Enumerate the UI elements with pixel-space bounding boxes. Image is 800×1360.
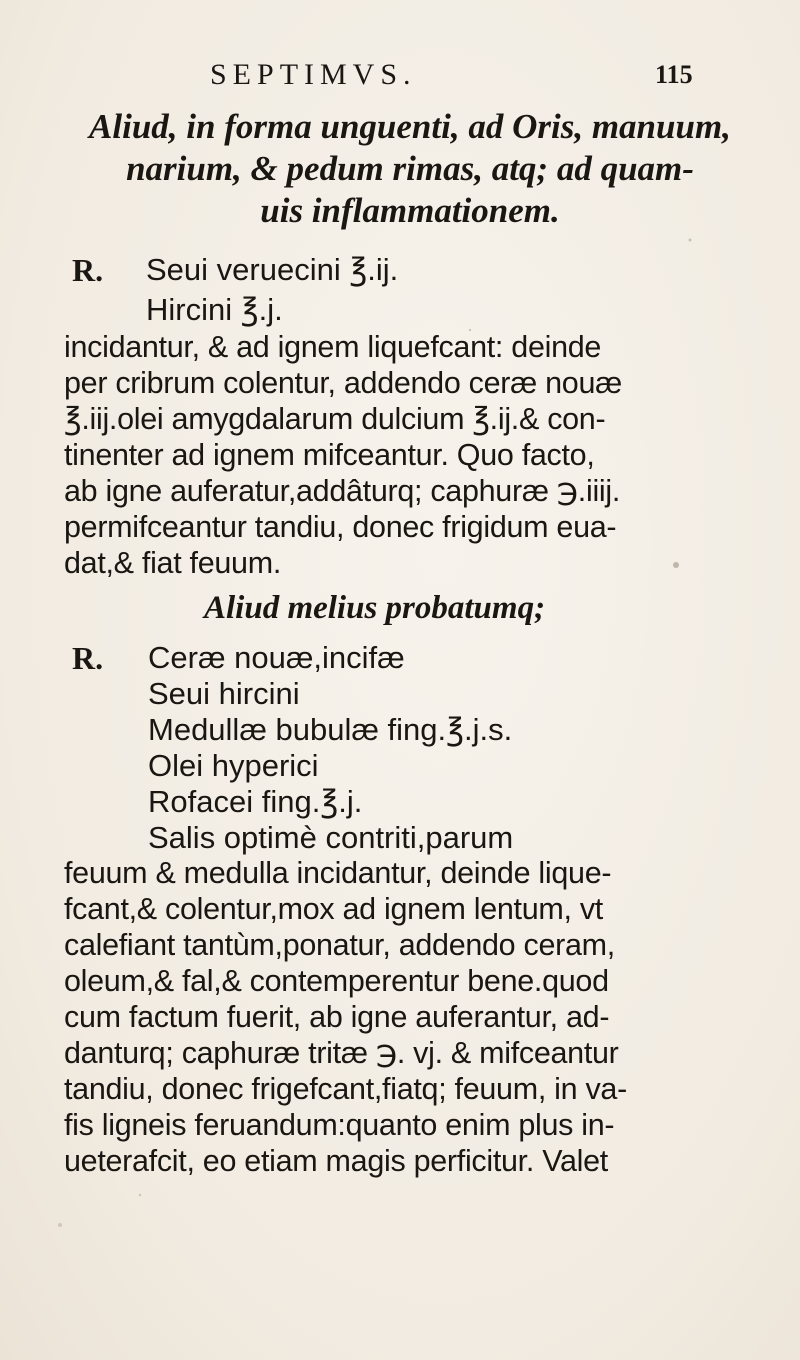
body-line: ℥.iij.olei amygdalarum dulcium ℥.ij.& con- <box>64 402 606 436</box>
body-line: dat,& fiat feuum. <box>64 546 281 580</box>
ingredient-line: Salis optimè contriti,parum <box>148 820 514 855</box>
body-line: oleum,& fal,& contemperentur bene.quod <box>64 964 609 998</box>
subheading: Aliud melius probatumq; <box>204 590 546 626</box>
body-line: tandiu, donec frigefcant,fiatq; feuum, in va- <box>64 1072 627 1106</box>
body-line: danturq; caphuræ tritæ ℈. vj. & mifceantur <box>64 1036 619 1070</box>
body-line: per cribrum colentur, addendo ceræ nouæ <box>64 366 622 400</box>
heading-line: narium, & pedum rimas, atq; ad quam- <box>126 149 694 188</box>
ingredient-line: Rofacei fing.℥.j. <box>148 784 363 819</box>
body-line: ab igne auferatur,addâturq; caphuræ ℈.iiij. <box>64 474 621 508</box>
body-line: incidantur, & ad ignem liquefcant: deinde <box>64 330 602 364</box>
ingredient-line: Seui hircini <box>148 676 300 711</box>
heading-line: uis inflammationem. <box>260 191 560 230</box>
ingredient-line: Olei hyperici <box>148 748 319 783</box>
page-header <box>210 58 710 98</box>
body-line: feuum & medulla incidantur, deinde lique- <box>64 856 612 890</box>
body-line: cum factum fuerit, ab igne auferantur, ad- <box>64 1000 610 1034</box>
ingredient-line: Hircini ℥.j. <box>146 292 283 327</box>
page-number: 115 <box>655 60 693 89</box>
body-line: ueterafcit, eo etiam magis perficitur. Valet <box>64 1144 608 1178</box>
running-head: SEPTIMVS. <box>210 58 417 91</box>
body-line: calefiant tantùm,ponatur, addendo ceram, <box>64 928 615 962</box>
ingredient-line: Ceræ nouæ,incifæ <box>148 640 405 675</box>
body-line: fis ligneis feruandum:quanto enim plus in- <box>64 1108 615 1142</box>
body-line: tinenter ad ignem mifceantur. Quo facto, <box>64 438 595 472</box>
ingredient-line: Seui veruecini ℥.ij. <box>146 252 399 287</box>
body-line: permifceantur tandiu, donec frigidum eua- <box>64 510 617 544</box>
heading-line: Aliud, in forma unguenti, ad Oris, manuum, <box>89 107 731 146</box>
body-line: fcant,& colentur,mox ad ignem lentum, vt <box>64 892 603 926</box>
recipe-symbol: R. <box>72 252 104 288</box>
recipe-symbol: R. <box>72 640 104 676</box>
recipe-heading <box>80 106 740 232</box>
ingredient-line: Medullæ bubulæ fing.℥.j.s. <box>148 712 513 747</box>
